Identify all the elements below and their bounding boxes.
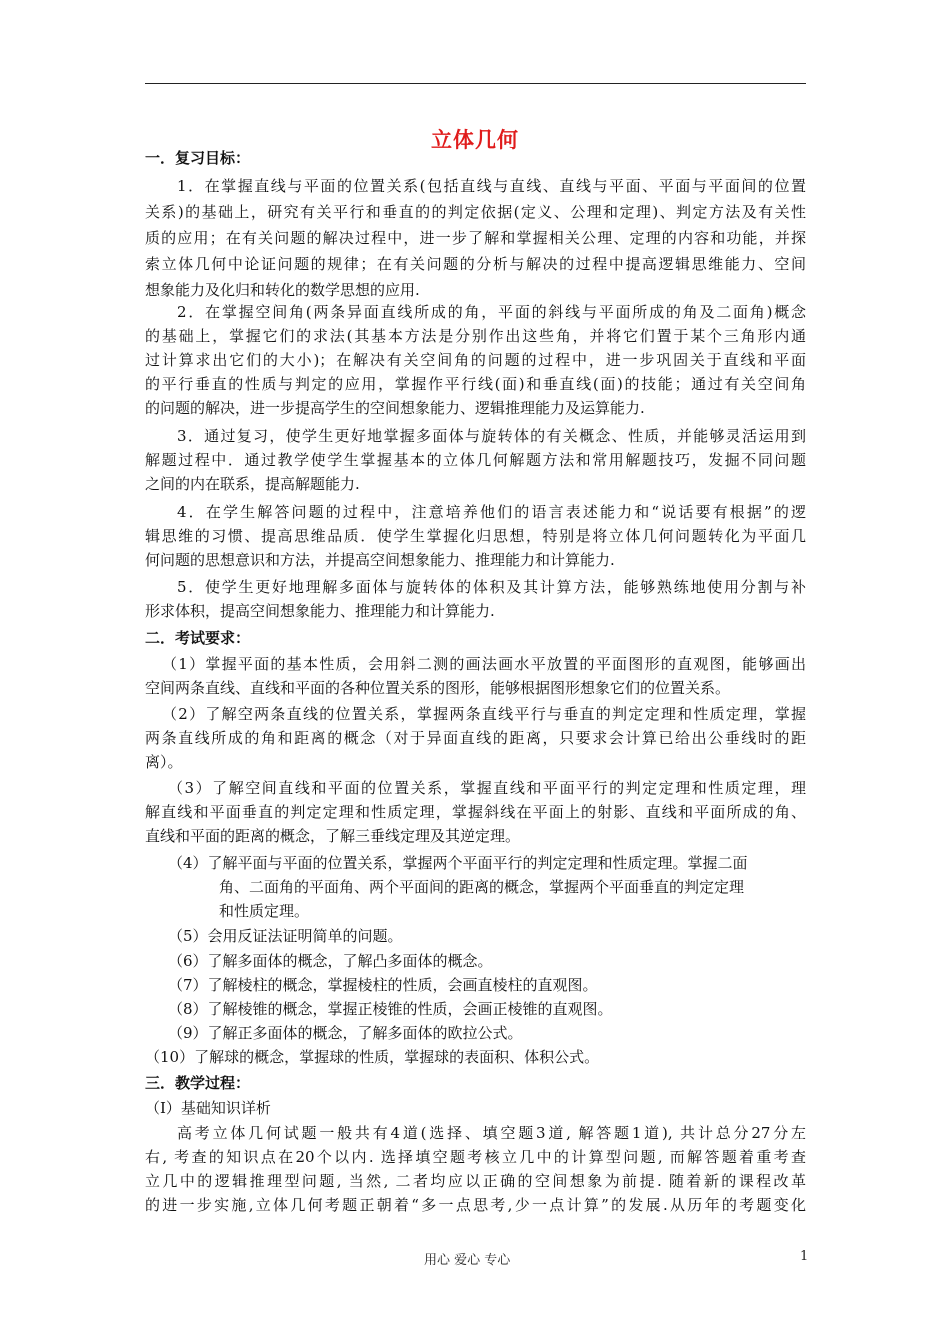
paragraph-line: 想象能力及化归和转化的数学思想的应用. — [145, 281, 420, 299]
paragraph-line: 质的应用；在有关问题的解决过程中，进一步了解和掌握相关公理、定理的内容和功能，并探 — [145, 229, 806, 247]
list-item: （8）了解棱锥的概念，掌握正棱锥的性质，会画正棱锥的直观图。 — [168, 1000, 613, 1018]
paragraph-line: 何问题的思想意识和方法，并提高空间想象能力、推理能力和计算能力. — [145, 551, 615, 569]
paragraph-line: 的进一步实施,立体几何考题正朝着“多一点思考,少一点计算”的发展.从历年的考题变化 — [145, 1196, 806, 1214]
subsection-heading: （Ⅰ）基础知识详析 — [145, 1099, 271, 1117]
paragraph-line: 的基础上，掌握它们的求法(其基本方法是分别作出这些角，并将它们置于某个三角形内通 — [145, 327, 806, 345]
paragraph-line: 索立体几何中论证问题的规律；在有关问题的分析与解决的过程中提高逻辑思维能力、空间 — [145, 255, 806, 273]
list-item: 离）。 — [145, 753, 183, 771]
list-item: 解直线和平面垂直的判定定理和性质定理，掌握斜线在平面上的射影、直线和平面所成的角、 — [145, 803, 806, 821]
list-item: 两条直线所成的角和距离的概念（对于异面直线的距离，只要求会计算已给出公垂线时的距 — [145, 729, 806, 747]
paragraph-line: 4．在学生解答问题的过程中，注意培养他们的语言表述能力和“说话要有根据”的逻 — [177, 503, 806, 521]
list-item: （1）掌握平面的基本性质，会用斜二测的画法画水平放置的平面图形的直观图，能够画出 — [162, 655, 806, 673]
list-item: （6）了解多面体的概念，了解凸多面体的概念。 — [168, 952, 493, 970]
list-item: 空间两条直线、直线和平面的各种位置关系的图形，能够根据图形想象它们的位置关系。 — [145, 679, 731, 697]
list-item: 角、二面角的平面角、两个平面间的距离的概念，掌握两个平面垂直的判定定理 — [219, 878, 745, 896]
paragraph-line: 过计算求出它们的大小)；在解决有关空间角的问题的过程中，进一步巩固关于直线和平面 — [145, 351, 806, 369]
paragraph-line: 关系)的基础上，研究有关平行和垂直的的判定依据(定义、公理和定理)、判定方法及有关性 — [145, 203, 806, 221]
section-heading-teaching-process: 三．教学过程： — [145, 1074, 251, 1092]
paragraph-line: 5．使学生更好地理解多面体与旋转体的体积及其计算方法，能够熟练地使用分割与补 — [177, 578, 806, 596]
paragraph-line: 之间的内在联系，提高解题能力. — [145, 475, 360, 493]
header-rule — [145, 83, 806, 84]
list-item: （5）会用反证法证明简单的问题。 — [168, 927, 403, 945]
list-item: （10）了解球的概念，掌握球的性质，掌握球的表面积、体积公式。 — [145, 1048, 600, 1066]
list-item: （7）了解棱柱的概念，掌握棱柱的性质，会画直棱柱的直观图。 — [168, 976, 598, 994]
paragraph-line: 立几中的逻辑推理型问题, 当然, 二者均应以正确的空间想象为前提. 随着新的课程改革 — [145, 1172, 806, 1190]
paragraph-line: 高考立体几何试题一般共有4道(选择、填空题3道, 解答题1道), 共计总分27分左 — [177, 1124, 806, 1142]
page-title: 立体几何 — [431, 128, 519, 152]
list-item: （4）了解平面与平面的位置关系，掌握两个平面平行的判定定理和性质定理。掌握二面 — [168, 854, 748, 872]
list-item: （2）了解空两条直线的位置关系，掌握两条直线平行与垂直的判定定理和性质定理，掌握 — [162, 705, 806, 723]
list-item: （9）了解正多面体的概念，了解多面体的欧拉公式。 — [168, 1024, 523, 1042]
paragraph-line: 2．在掌握空间角(两条异面直线所成的角，平面的斜线与平面所成的角及二面角)概念 — [177, 303, 806, 321]
paragraph-line: 的问题的解决，进一步提高学生的空间想象能力、逻辑推理能力及运算能力. — [145, 399, 645, 417]
paragraph-line: 右, 考查的知识点在20个以内. 选择填空题考核立几中的计算型问题, 而解答题着重考查 — [145, 1148, 806, 1166]
section-heading-review-goals: 一．复习目标： — [145, 149, 251, 167]
list-item: 直线和平面的距离的概念，了解三垂线定理及其逆定理。 — [145, 827, 521, 845]
paragraph-line: 1．在掌握直线与平面的位置关系(包括直线与直线、直线与平面、平面与平面间的位置 — [177, 177, 806, 195]
paragraph-line: 辑思维的习惯、提高思维品质．使学生掌握化归思想，特别是将立体几何问题转化为平面几 — [145, 527, 806, 545]
list-item: 和性质定理。 — [219, 902, 310, 920]
paragraph-line: 3．通过复习，使学生更好地掌握多面体与旋转体的有关概念、性质，并能够灵活运用到 — [177, 427, 806, 445]
paragraph-line: 的平行垂直的性质与判定的应用，掌握作平行线(面)和垂直线(面)的技能；通过有关空间角 — [145, 375, 806, 393]
list-item: （3）了解空间直线和平面的位置关系，掌握直线和平面平行的判定定理和性质定理，理 — [168, 779, 806, 797]
paragraph-line: 形求体积，提高空间想象能力、推理能力和计算能力. — [145, 602, 495, 620]
section-heading-exam-requirements: 二．考试要求： — [145, 629, 251, 647]
page-number: 1 — [800, 1249, 809, 1264]
paragraph-line: 解题过程中．通过教学使学生掌握基本的立体几何解题方法和常用解题技巧，发掘不同问题 — [145, 451, 806, 469]
footer-motto: 用心 爱心 专心 — [424, 1253, 511, 1268]
